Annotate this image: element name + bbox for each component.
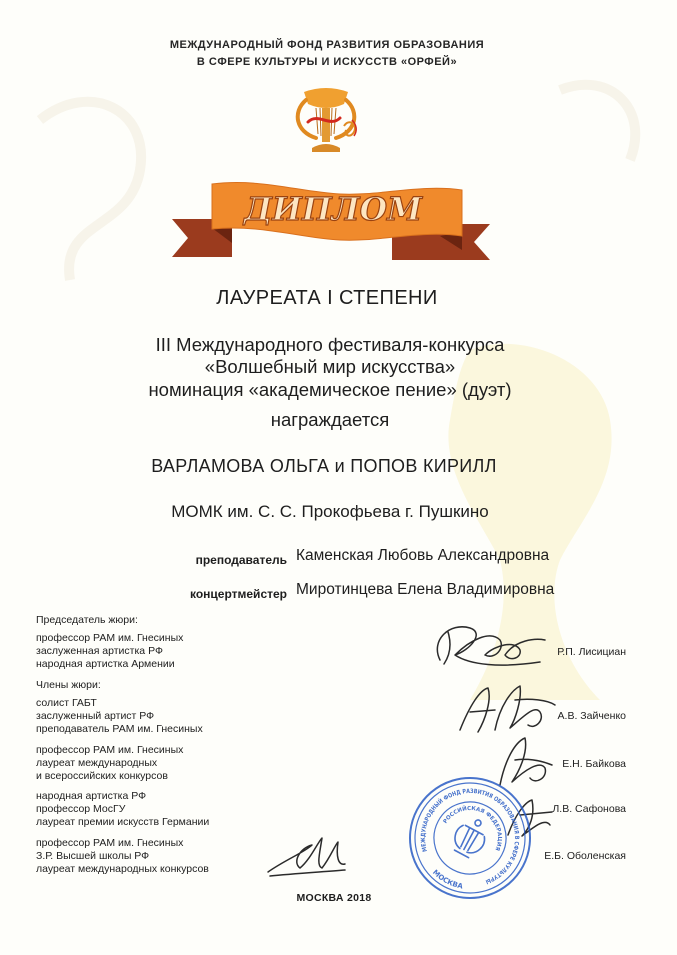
banner-title: ДИПЛОМ xyxy=(242,190,424,228)
credential-line: профессор РАМ им. Гнесиных xyxy=(36,632,184,644)
festival-title-line2: «Волшебный мир искусства» xyxy=(204,356,456,377)
jury-chair-name: Р.П. Лисициан xyxy=(557,646,626,658)
stamp-inner-text-path: РОССИЙСКАЯ ФЕДЕРАЦИЯ xyxy=(442,805,503,852)
credential-line: лауреат международных xyxy=(36,757,158,769)
stamp-bottom-text-path: МОСКВА xyxy=(430,868,464,891)
place-and-year: МОСКВА 2018 xyxy=(296,892,372,904)
organization-name-line1: МЕЖДУНАРОДНЫЙ ФОНД РАЗВИТИЯ ОБРАЗОВАНИЯ xyxy=(169,39,485,51)
staff-role-accompanist: концертмейстер xyxy=(189,587,287,601)
jury-member-name: Е.Н. Байкова xyxy=(562,758,626,770)
jury-member-credentials xyxy=(36,790,209,829)
awarded-label: награждается xyxy=(270,409,390,430)
organization-name-line2: В СФЕРЕ КУЛЬТУРЫ И ИСКУССТВ «ОРФЕЙ» xyxy=(196,56,458,68)
recipients-names: ВАРЛАМОВА ОЛЬГА и ПОПОВ КИРИЛЛ xyxy=(151,456,497,476)
credential-line: и всероссийских конкурсов xyxy=(36,770,168,782)
jury-member-name: А.В. Зайченко xyxy=(557,710,626,722)
jury-member-name: Е.Б. Оболенская xyxy=(544,850,626,862)
credential-line: профессор МосГУ xyxy=(36,803,126,815)
credential-line: лауреат международных конкурсов xyxy=(36,863,209,875)
institution: МОМК им. С. С. Прокофьева г. Пушкино xyxy=(171,502,489,521)
jury-chair-credentials xyxy=(36,632,183,671)
staff-name-accompanist: Миротинцева Елена Владимировна xyxy=(296,581,555,598)
award-degree: ЛАУРЕАТА I СТЕПЕНИ xyxy=(216,287,438,309)
festival-title-line1: III Международного фестиваля-конкурса xyxy=(155,334,505,355)
nomination: номинация «академическое пение» (дуэт) xyxy=(148,379,512,400)
credential-line: профессор РАМ им. Гнесиных xyxy=(36,744,184,756)
credential-line: профессор РАМ им. Гнесиных xyxy=(36,837,184,849)
credential-line: солист ГАБТ xyxy=(36,697,97,709)
credential-line: З.Р. Высшей школы РФ xyxy=(36,850,150,862)
jury-member-credentials xyxy=(36,697,203,736)
stamp-outer-text-path: МЕЖДУНАРОДНЫЙ ФОНД РАЗВИТИЯ ОБРАЗОВАНИЯ В СФЕРЕ КУЛЬТУРЫ xyxy=(419,787,521,886)
jury-member-credentials xyxy=(36,744,183,783)
credential-line: заслуженная артистка РФ xyxy=(36,645,163,657)
staff-name-teacher: Каменская Любовь Александровна xyxy=(296,547,550,564)
jury-member-name: Л.В. Сафонова xyxy=(552,803,626,815)
credential-line: лауреат премии искусств Германии xyxy=(36,816,210,828)
credential-line: народная артистка РФ xyxy=(36,790,147,802)
jury-member-credentials xyxy=(36,837,209,876)
jury-members-heading: Члены жюри: xyxy=(36,679,101,691)
staff-role-teacher: преподаватель xyxy=(195,553,287,567)
jury-chair-heading: Председатель жюри: xyxy=(36,614,138,626)
credential-line: заслуженный артист РФ xyxy=(36,710,155,722)
credential-line: преподаватель РАМ им. Гнесиных xyxy=(36,723,203,735)
credential-line: народная артистка Армении xyxy=(36,658,175,670)
